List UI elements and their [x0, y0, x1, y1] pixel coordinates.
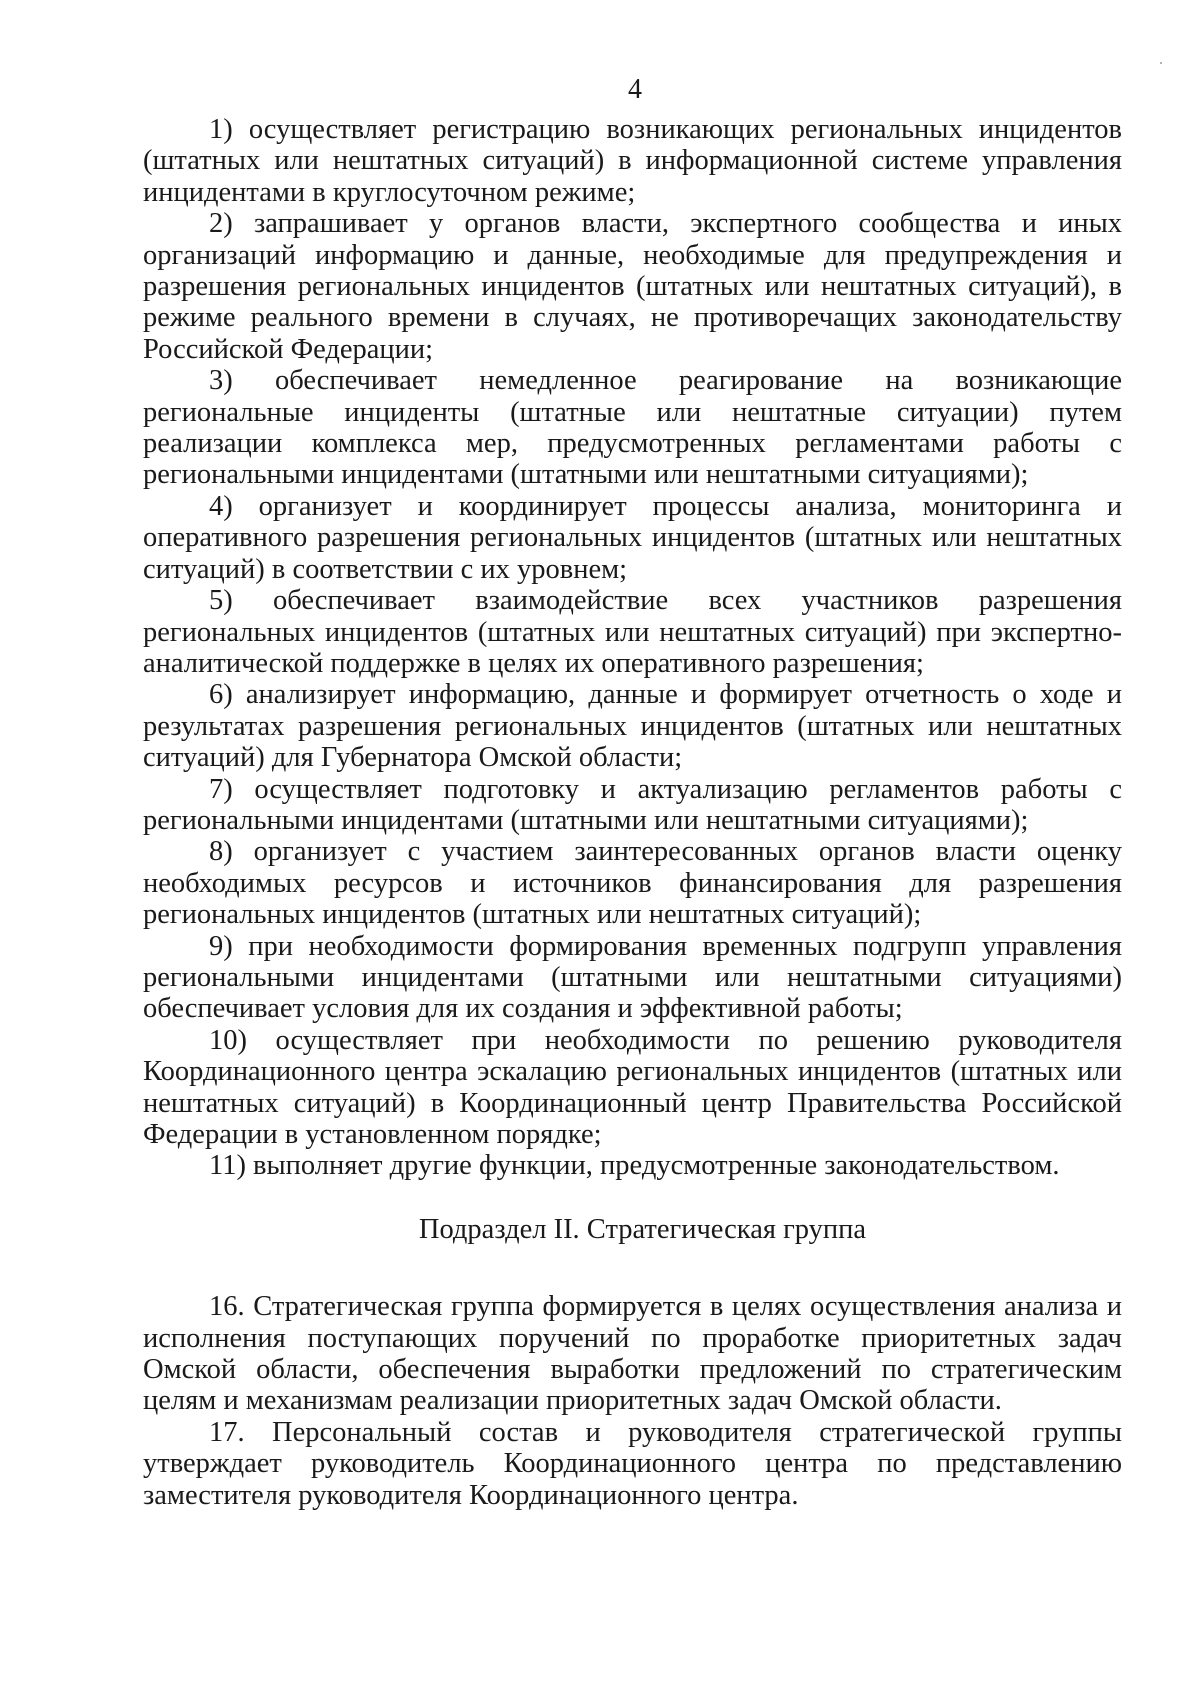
page-number: 4: [628, 74, 642, 105]
list-item-9: 9) при необходимости формирования временных подгрупп управления региональными инцидентами (штатными или нештатными ситуациями) обеспечивает условия для их создания и эффективной работы;: [143, 930, 1122, 1025]
document-body: [143, 114, 1122, 1511]
scan-speck: [1160, 62, 1162, 64]
subsection-heading: Подраздел II. Стратегическая группа: [418, 1213, 867, 1245]
clause-17: 17. Персональный состав и руководителя стратегической группы утверждает руководитель Координационного центра по представлению заместителя руководителя Координационного центра.: [143, 1416, 1122, 1511]
list-item-8: 8) организует с участием заинтересованных органов власти оценку необходимых ресурсов и источников финансирования для разрешения региональных инцидентов (штатных или нештатных ситуаций);: [143, 836, 1122, 931]
list-item-2: 2) запрашивает у органов власти, экспертного сообщества и иных организаций информацию и данные, необходимые для предупреждения и разрешения региональных инцидентов (штатных или нештатных ситуаций), в режиме реального времени в случаях, не противоречащих законодательству Российской Федерации;: [143, 208, 1122, 365]
list-item-7: 7) осуществляет подготовку и актуализацию регламентов работы с региональными инцидентами (штатными или нештатными ситуациями);: [143, 773, 1122, 836]
list-item-5: 5) обеспечивает взаимодействие всех участников разрешения региональных инцидентов (штатных или нештатных ситуаций) при экспертно-аналитической поддержке в целях их оперативного разрешения;: [143, 585, 1122, 679]
list-item-1: 1) осуществляет регистрацию возникающих региональных инцидентов (штатных или нештатных ситуаций) в информационной системе управления инцидентами в круглосуточном режиме;: [143, 114, 1122, 208]
list-item-11: 11) выполняет другие функции, предусмотренные законодательством.: [209, 1150, 1060, 1182]
list-item-6: 6) анализирует информацию, данные и формирует отчетность о ходе и результатах разрешения региональных инцидентов (штатных или нештатных ситуаций) для Губернатора Омской области;: [143, 679, 1122, 774]
list-item-3: 3) обеспечивает немедленное реагирование на возникающие региональные инциденты (штатные или нештатные ситуации) путем реализации комплекса мер, предусмотренных регламентами работы с региональными инцидентами (штатными или нештатными ситуациями);: [143, 365, 1122, 491]
list-item-4: 4) организует и координирует процессы анализа, мониторинга и оперативного разрешения региональных инцидентов (штатных или нештатных ситуаций) в соответствии с их уровнем;: [143, 490, 1122, 585]
clause-16: 16. Стратегическая группа формируется в целях осуществления анализа и исполнения поступающих поручений по проработке приоритетных задач Омской области, обеспечения выработки предложений по стратегическим целям и механизмам реализации приоритетных задач Омской области.: [143, 1291, 1122, 1417]
list-item-10: 10) осуществляет при необходимости по решению руководителя Координационного центра эскалацию региональных инцидентов (штатных или нештатных ситуаций) в Координационный центр Правительства Российской Федерации в установленном порядке;: [143, 1024, 1122, 1150]
